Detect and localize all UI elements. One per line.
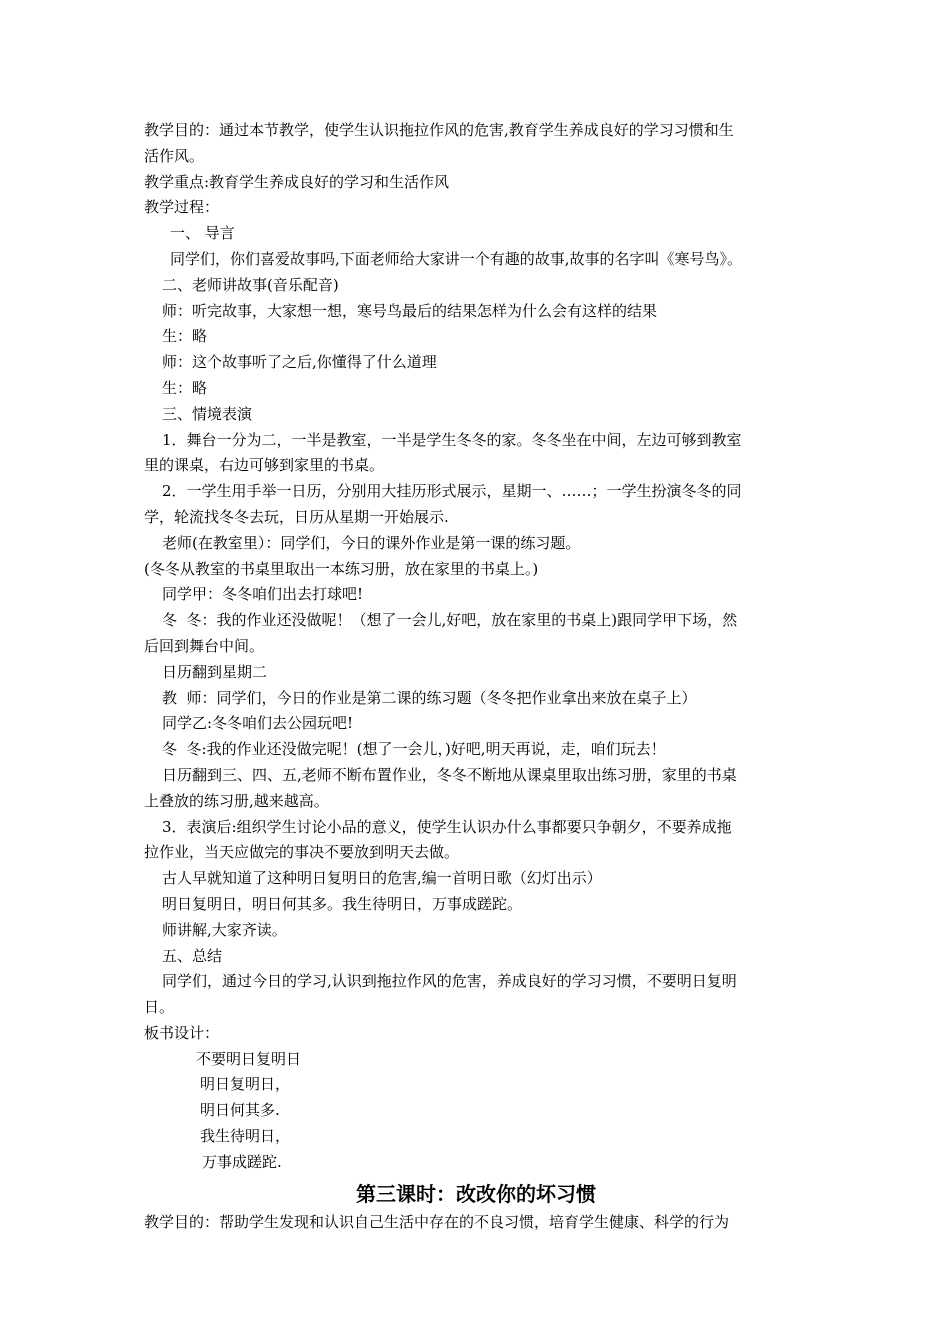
paragraph-line: 万事成蹉跎. xyxy=(202,1152,282,1171)
paragraph-line: 日。 xyxy=(144,998,175,1017)
document-body xyxy=(144,118,808,1176)
paragraph-line: 明日复明日， xyxy=(200,1075,291,1094)
paragraph-line: 日历翻到三、四、五,老师不断布置作业，冬冬不断地从课桌里取出练习册，家里的书桌 xyxy=(162,765,737,784)
paragraph-line: 同学甲：冬冬咱们出去打球吧! xyxy=(162,585,364,604)
paragraph-line: 老师(在教室里）：同学们，今日的课外作业是第一课的练习题。 xyxy=(162,533,581,552)
paragraph-line: 活作风。 xyxy=(144,146,205,165)
paragraph-line: 拉作业，当天应做完的事决不要放到明天去做。 xyxy=(144,843,460,862)
paragraph-line: 教学重点:教育学生养成良好的学习和生活作风 xyxy=(144,172,450,191)
paragraph-line: 教学目的：通过本节教学，使学生认识拖拉作风的危害,教育学生养成良好的学习习惯和生 xyxy=(144,121,734,139)
paragraph-line: 明日何其多. xyxy=(200,1101,280,1120)
paragraph-line: 冬 冬：我的作业还没做呢！（想了一会儿,好吧，放在家里的书桌上)跟同学甲下场，然 xyxy=(162,611,738,630)
paragraph-line: 教学过程： xyxy=(144,198,220,217)
paragraph-line: 2．一学生用手举一日历，分别用大挂历形式展示，星期一、……；一学生扮演冬冬的同 xyxy=(162,482,742,501)
paragraph-line: 二、老师讲故事(音乐配音) xyxy=(162,275,339,294)
section-heading: 第三课时：改改你的坏习惯 xyxy=(356,1181,596,1206)
paragraph-line: 同学们，你们喜爱故事吗,下面老师给大家讲一个有趣的故事,故事的名字叫《寒号鸟》。 xyxy=(170,249,743,268)
document-page xyxy=(144,118,808,1235)
paragraph-line: 五、总结 xyxy=(162,946,223,965)
paragraph-line: 古人早就知道了这种明日复明日的危害,编一首明日歌（幻灯出示） xyxy=(162,869,602,888)
paragraph-line: 后回到舞台中间。 xyxy=(144,636,265,655)
paragraph-line: 同学们，通过今日的学习,认识到拖拉作风的危害，养成良好的学习习惯，不要明日复明 xyxy=(162,972,737,991)
paragraph-line: 日历翻到星期二 xyxy=(162,662,268,681)
paragraph-line: 生：略 xyxy=(162,327,208,346)
paragraph-line: 明日复明日，明日何其多。我生待明日，万事成蹉跎。 xyxy=(162,894,523,913)
paragraph-line: 教 师：同学们，今日的作业是第二课的练习题（冬冬把作业拿出来放在桌子上） xyxy=(162,688,697,707)
paragraph-line: 生：略 xyxy=(162,378,208,397)
paragraph-line: 一、 导言 xyxy=(170,224,235,243)
paragraph-line: 三、情境表演 xyxy=(162,404,253,423)
paragraph-line: 学，轮流找冬冬去玩，日历从星期一开始展示. xyxy=(144,507,449,526)
paragraph-line: 师：听完故事，大家想一想，寒号鸟最后的结果怎样为什么会有这样的结果 xyxy=(162,301,658,320)
paragraph-line: 1．舞台一分为二，一半是教室，一半是学生冬冬的家。冬冬坐在中间，左边可够到教室 xyxy=(162,430,742,449)
paragraph-line: 同学乙:冬冬咱们去公园玩吧! xyxy=(162,714,354,733)
paragraph-line: (冬冬从教室的书桌里取出一本练习册，放在家里的书桌上。) xyxy=(144,559,539,578)
paragraph-line: 3．表演后:组织学生讨论小品的意义，使学生认识办什么事都要只争朝夕，不要养成拖 xyxy=(162,817,732,836)
paragraph-line: 我生待明日， xyxy=(200,1127,291,1146)
paragraph-line: 板书设计： xyxy=(144,1023,220,1042)
paragraph-line: 师讲解,大家齐读。 xyxy=(162,920,287,939)
paragraph-line: 冬 冬:我的作业还没做完呢！(想了一会儿，)好吧,明天再说，走，咱们玩去！ xyxy=(162,740,666,759)
paragraph-line: 师：这个故事听了之后,你懂得了什么道理 xyxy=(162,353,437,372)
paragraph-line: 里的课桌，右边可够到家里的书桌。 xyxy=(144,456,385,475)
paragraph-line: 不要明日复明日 xyxy=(196,1049,302,1068)
paragraph-line: 上叠放的练习册,越来越高。 xyxy=(144,791,329,810)
paragraph-line: 教学目的：帮助学生发现和认识自己生活中存在的不良习惯，培育学生健康、科学的行为 xyxy=(144,1212,730,1231)
